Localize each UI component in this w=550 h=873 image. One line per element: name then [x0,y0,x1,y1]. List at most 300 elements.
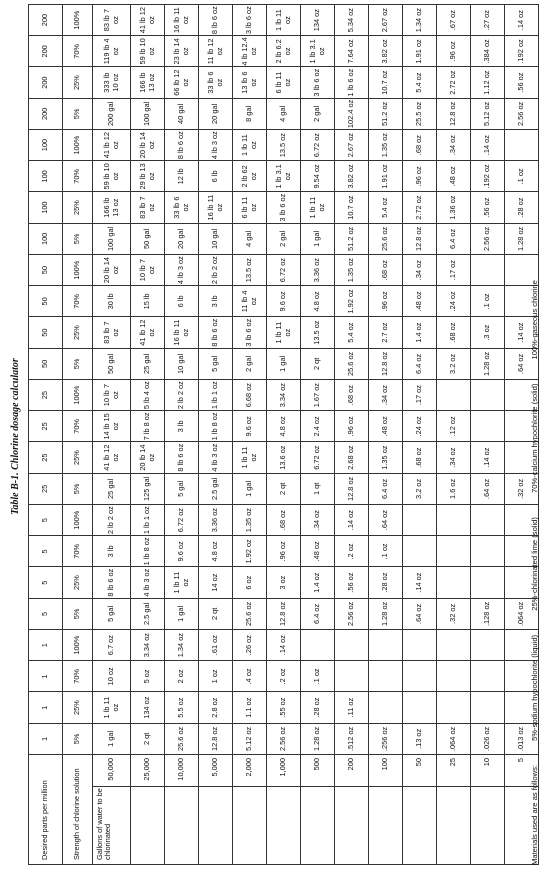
dosage-cell: .64 oz [505,348,539,379]
dosage-cell: 25.6 oz [165,723,199,754]
dosage-cell: 6.72 oz [165,505,199,536]
dosage-cell: .67 oz [437,5,471,36]
dosage-cell: 13 lb 6 oz [233,67,267,98]
dosage-cell: 1 lb 8 oz [199,411,233,442]
dosage-cell: .55 oz [267,692,301,723]
dosage-cell: 2.72 oz [403,192,437,223]
dosage-cell: 1.34 oz [165,630,199,661]
dosage-cell: 6 lb [165,286,199,317]
dosage-cell: 1.91 oz [369,161,403,192]
dosage-cell: 3 lb [93,536,131,567]
dosage-cell: 2 gal [233,348,267,379]
dosage-cell: 50 gal [131,223,165,254]
dosage-cell: 20 lb 14 oz [93,255,131,286]
dosage-cell: 125 gal [131,473,165,504]
dosage-cell: 5 gal [93,598,131,629]
dosage-cell: 83 lb 7 oz [93,317,131,348]
dosage-cell: .2 oz [267,661,301,692]
dosage-cell: 5 lb 4 oz [131,380,165,411]
gallons-value: 5,000 [199,755,233,787]
dosage-cell: 2.5 gal [131,598,165,629]
dosage-cell: 1 lb 3.1 oz [301,36,335,67]
dosage-cell: 1.28 oz [369,598,403,629]
dosage-cell: 1 gal [301,223,335,254]
dosage-cell: 1 lb 11 oz [301,192,335,223]
dosage-cell: .34 oz [301,505,335,536]
dosage-cell: 29 lb 13 oz [131,161,165,192]
dosage-cell: .26 oz [233,630,267,661]
dosage-cell: .96 oz [369,286,403,317]
dosage-cell: .14 oz [505,5,539,36]
dosage-cell: 1 lb 11 oz [233,130,267,161]
ppm-cell: 100 [29,130,63,161]
strength-cell: 5% [63,723,93,754]
dosage-cell [403,505,437,536]
strength-cell: 70% [63,661,93,692]
gallons-label-spacer [437,787,471,865]
dosage-cell: 1.4 oz [301,567,335,598]
dosage-cell: .12 oz [437,411,471,442]
dosage-cell: 5.5 oz [165,692,199,723]
dosage-cell: 1 qt [301,473,335,504]
dosage-cell: 1 lb 8 oz [131,536,165,567]
dosage-cell: 1.92 oz [335,286,369,317]
dosage-cell: 2 qt [301,348,335,379]
dosage-cell: .064 oz [437,723,471,754]
dosage-cell: 6.4 oz [301,598,335,629]
dosage-cell: .34 oz [437,130,471,161]
dosage-cell: .27 oz [471,5,505,36]
dosage-cell: 1 gal [233,473,267,504]
strength-cell: 5% [63,98,93,129]
dosage-cell [437,692,471,723]
dosage-cell: .14 oz [335,505,369,536]
dosage-cell: 5.12 oz [471,98,505,129]
dosage-cell: 1 lb 11 oz [93,692,131,723]
dosage-cell: 1 lb 3.1 oz [267,161,301,192]
dosage-cell: 100 gal [131,98,165,129]
gallons-value: 5 [505,755,539,787]
dosage-cell: .2 oz [335,536,369,567]
dosage-cell: .512 oz [335,723,369,754]
dosage-cell: .064 oz [505,598,539,629]
ppm-cell: 50 [29,348,63,379]
strength-cell: 25% [63,567,93,598]
dosage-cell: .96 oz [437,36,471,67]
ppm-cell: 100 [29,192,63,223]
dosage-cell: 2.68 oz [335,442,369,473]
dosage-cell [437,380,471,411]
dosage-cell: .68 oz [437,317,471,348]
dosage-cell: 14 lb 15 oz [93,411,131,442]
dosage-cell: 2.7 oz [369,317,403,348]
dosage-cell: .17 oz [437,255,471,286]
dosage-cell: 13.6 oz [267,442,301,473]
dosage-cell: 25.5 oz [403,98,437,129]
dosage-cell: 4.8 oz [199,536,233,567]
ppm-cell: 50 [29,255,63,286]
dosage-cell: 8 lb 6 oz [93,567,131,598]
dosage-cell: 6.68 oz [233,380,267,411]
ppm-cell: 1 [29,630,63,661]
gallons-value: 50,000 [93,755,131,787]
gallons-label-text: Gallons of water to be chlorinated [95,788,113,860]
ppm-cell: 100 [29,161,63,192]
dosage-cell: 11 lb 4 oz [233,286,267,317]
gallons-label-spacer [199,787,233,865]
dosage-cell: 3.2 oz [437,348,471,379]
dosage-cell: 15 lb [131,286,165,317]
dosage-cell: .4 oz [233,661,267,692]
gallons-value: 1,000 [267,755,301,787]
dosage-cell: 1 gal [165,598,199,629]
gallons-value: 2,000 [233,755,267,787]
dosage-cell: 3.82 oz [369,36,403,67]
dosage-cell: 51.2 oz [369,98,403,129]
dosage-cell [403,692,437,723]
dosage-cell [437,630,471,661]
ppm-cell: 200 [29,5,63,36]
dosage-cell: .68 oz [403,442,437,473]
table-row [199,5,233,865]
ppm-cell: 25 [29,411,63,442]
dosage-cell: 4 gal [233,223,267,254]
dosage-cell [369,630,403,661]
dosage-cell: .1 oz [369,536,403,567]
dosage-cell: .14 oz [267,630,301,661]
strength-cell: 100% [63,255,93,286]
dosage-cell: .64 oz [471,473,505,504]
dosage-cell [437,536,471,567]
strength-cell: 100% [63,380,93,411]
dosage-cell: 3.2 oz [403,473,437,504]
gallons-label-spacer [301,787,335,865]
ppm-cell: 5 [29,505,63,536]
dosage-cell [471,661,505,692]
dosage-cell: 2 lb 2 oz [165,380,199,411]
dosage-cell: 166 lb 13 oz [93,192,131,223]
strength-cell: 25% [63,442,93,473]
dosage-cell: 1.91 oz [403,36,437,67]
dosage-cell: .32 oz [505,473,539,504]
dosage-cell: .34 oz [369,380,403,411]
dosage-cell: .68 oz [369,255,403,286]
dosage-cell: .14 oz [505,317,539,348]
strength-cell: 100% [63,5,93,36]
dosage-cell: .32 oz [437,598,471,629]
ppm-cell: 5 [29,598,63,629]
gallons-value: 200 [335,755,369,787]
dosage-cell [403,536,437,567]
dosage-cell: 3 oz [267,567,301,598]
gallons-value: 10 [471,755,505,787]
dosage-cell [471,505,505,536]
dosage-cell: 5 gal [165,473,199,504]
strength-row [63,5,93,865]
dosage-cell: 8 gal [233,98,267,129]
dosage-cell: .3 oz [471,317,505,348]
dosage-cell: 1 lb 11 oz [267,5,301,36]
strength-cell: 25% [63,67,93,98]
dosage-cell: 2.5 gal [199,473,233,504]
dosage-cell: 6 lb 11 oz [233,192,267,223]
dosage-cell: 2 gal [301,98,335,129]
dosage-cell: 41 lb 12 oz [93,130,131,161]
dosage-cell: 10 gal [199,223,233,254]
dosage-cell: 1.28 oz [505,223,539,254]
dosage-cell: 83 lb 7 oz [93,5,131,36]
dosage-cell: 16 lb 11 oz [165,5,199,36]
material-item: 5%-sodium hypochlorite (liquid) [530,634,539,741]
dosage-cell: 5 oz [131,661,165,692]
dosage-cell [437,567,471,598]
strength-cell: 70% [63,36,93,67]
table-row [233,5,267,865]
dosage-cell: 8 lb 6 oz [165,442,199,473]
dosage-cell: 2.56 oz [505,98,539,129]
dosage-cell: 13.5 oz [267,130,301,161]
dosage-cell: 13.5 oz [301,317,335,348]
dosage-cell [403,630,437,661]
dosage-cell: .24 oz [437,286,471,317]
table-row [301,5,335,865]
dosage-cell: 3.82 oz [335,161,369,192]
table-row [437,5,471,865]
dosage-cell: .34 oz [437,442,471,473]
ppm-cell: 5 [29,567,63,598]
dosage-cell: .28 oz [505,192,539,223]
dosage-cell [471,380,505,411]
gallons-label-spacer [131,787,165,865]
dosage-cell: 333 lb 10 oz [93,67,131,98]
dosage-cell: 8 lb 6 oz [199,5,233,36]
dosage-cell: 2.4 oz [301,411,335,442]
dosage-cell: .48 oz [301,536,335,567]
dosage-cell: 1 oz [199,661,233,692]
gallons-label-spacer [267,787,301,865]
strength-cell: 5% [63,348,93,379]
dosage-cell: 1.28 oz [471,348,505,379]
dosage-cell: 2.56 oz [471,223,505,254]
dosage-cell: 25 gal [93,473,131,504]
ppm-cell: 25 [29,380,63,411]
dosage-cell: 10 gal [165,348,199,379]
dosage-cell: 4.8 oz [267,411,301,442]
dosage-cell [335,630,369,661]
dosage-cell: 119 lb 4 oz [93,36,131,67]
dosage-cell: 51.2 oz [335,223,369,254]
ppm-cell: 200 [29,98,63,129]
dosage-cell: 59 lb 10 oz [93,161,131,192]
dosage-cell: 9.54 oz [301,161,335,192]
dosage-cell: 9.6 oz [267,286,301,317]
dosage-cell: 1.12 oz [471,67,505,98]
table-row [93,5,131,865]
ppm-cell: 100 [29,223,63,254]
dosage-cell: 3 lb 6 oz [267,192,301,223]
dosage-cell: 1.35 oz [369,130,403,161]
dosage-cell [437,505,471,536]
dosage-cell: .14 oz [471,442,505,473]
dosage-cell: 1.67 oz [301,380,335,411]
dosage-cell: 1 gal [93,723,131,754]
dosage-cell: 1 gal [267,348,301,379]
table-caption: Table B-1. Chlorine dosage calculator [10,358,21,515]
table-row [165,5,199,865]
ppm-row-label: Desired parts per million [29,755,63,865]
dosage-cell: .24 oz [403,411,437,442]
dosage-cell: 25.6 oz [369,223,403,254]
strength-cell: 25% [63,317,93,348]
gallons-label-spacer [165,787,199,865]
dosage-cell [471,411,505,442]
dosage-cell: .17 oz [403,380,437,411]
dosage-cell: 1.35 oz [335,255,369,286]
dosage-cell: 5.4 oz [369,192,403,223]
dosage-cell: 10.7 oz [335,192,369,223]
dosage-cell: 9.6 oz [165,536,199,567]
dosage-cell: 7.64 oz [335,36,369,67]
dosage-cell: 16 lb 11 oz [165,317,199,348]
dosage-cell: .56 oz [335,567,369,598]
table-row [471,5,505,865]
material-item: 100%-gaseous chlorine [530,280,539,360]
dosage-cell: 59 lb 10 oz [131,36,165,67]
strength-cell: 5% [63,223,93,254]
dosage-cell: 20 lb 14 oz [131,130,165,161]
dosage-cell: .14 oz [471,130,505,161]
dosage-cell: 41 lb 12 oz [93,442,131,473]
ppm-row [29,5,63,865]
ppm-cell: 25 [29,442,63,473]
dosage-cell: 1.35 oz [233,505,267,536]
gallons-label-spacer [403,787,437,865]
materials-label: Materials used are as follows: [530,764,539,865]
table-row [403,5,437,865]
dosage-cell: .013 oz [505,723,539,754]
dosage-cell: 12.8 oz [199,723,233,754]
dosage-cell: 2 oz [165,661,199,692]
dosage-cell: 6.7 oz [93,630,131,661]
dosage-cell: .56 oz [505,67,539,98]
strength-row-label: Strength of chlorine solution [63,755,93,865]
dosage-cell: .13 oz [403,723,437,754]
dosage-cell: .48 oz [369,411,403,442]
dosage-cell: 1.35 oz [369,442,403,473]
dosage-cell: 30 lb [93,286,131,317]
dosage-cell: 12.8 oz [267,598,301,629]
dosage-cell: 1.92 oz [233,536,267,567]
gallons-value: 25 [437,755,471,787]
dosage-cell: 10 oz [93,661,131,692]
ppm-cell: 5 [29,536,63,567]
dosage-cell: 3 lb 6 oz [233,317,267,348]
dosage-cell [471,692,505,723]
materials-footnote [530,5,539,865]
dosage-cell: .192 oz [505,36,539,67]
dosage-cell [471,567,505,598]
gallons-label-spacer [471,787,505,865]
dosage-cell: .96 oz [267,536,301,567]
dosage-cell [471,630,505,661]
dosage-cell: 14 oz [199,567,233,598]
dosage-cell: 20 lb 14 oz [131,442,165,473]
gallons-label-spacer [369,787,403,865]
ppm-cell: 200 [29,67,63,98]
ppm-cell: 1 [29,723,63,754]
dosage-cell: 2.8 oz [199,692,233,723]
ppm-cell: 25 [29,473,63,504]
material-item: 25%-chlorinated lime (solid) [530,517,539,611]
dosage-cell: 12.8 oz [369,348,403,379]
dosage-cell: 12.8 oz [437,98,471,129]
dosage-cell [301,630,335,661]
dosage-cell: 3 lb 6 oz [301,67,335,98]
dosage-cell: 6.72 oz [301,442,335,473]
material-item: 70%-calcium hypochlorite (solid) [530,383,539,493]
dosage-cell [369,661,403,692]
gallons-label [93,787,131,865]
dosage-cell: 41 lb 12 oz [131,317,165,348]
dosage-cell: 6.4 oz [403,348,437,379]
strength-cell: 70% [63,286,93,317]
dosage-cell: 1 lb 11 oz [165,567,199,598]
dosage-cell: 4 lb 3 oz [199,442,233,473]
strength-cell: 100% [63,630,93,661]
ppm-cell: 50 [29,317,63,348]
dosage-cell: 3.34 oz [131,630,165,661]
dosage-cell: 1 lb 1 oz [199,380,233,411]
dosage-cell: 3.34 oz [267,380,301,411]
dosage-cell: .56 oz [471,192,505,223]
dosage-cell: 9.6 oz [233,411,267,442]
dosage-cell: 4 lb 3 oz [199,130,233,161]
dosage-cell [471,255,505,286]
dosage-cell: 2.67 oz [335,130,369,161]
dosage-cell: 3 lb [199,286,233,317]
dosage-cell: 6.72 oz [301,130,335,161]
dosage-cell: 2.56 oz [267,723,301,754]
dosage-cell [335,661,369,692]
dosage-cell: 6 oz [233,567,267,598]
dosage-cell: .192 oz [471,161,505,192]
dosage-cell: 5.4 oz [335,317,369,348]
dosage-cell: 5.12 oz [233,723,267,754]
dosage-cell: 166 lb 13 oz [131,67,165,98]
dosage-cell: 3 lb [165,411,199,442]
dosage-cell: 7 lb 8 oz [131,411,165,442]
dosage-cell: .96 oz [403,161,437,192]
strength-cell: 25% [63,192,93,223]
chlorine-dosage-table [28,4,539,865]
ppm-cell: 1 [29,661,63,692]
dosage-cell: .96 oz [335,411,369,442]
dosage-cell: 33 lb 6 oz [165,192,199,223]
dosage-cell: 20 gal [199,98,233,129]
gallons-value: 10,000 [165,755,199,787]
dosage-cell: 102.4 oz [335,98,369,129]
gallons-value: 500 [301,755,335,787]
ppm-cell: 200 [29,36,63,67]
strength-cell: 70% [63,411,93,442]
table-row [131,5,165,865]
dosage-cell [471,536,505,567]
dosage-cell: 83 lb 7 oz [131,192,165,223]
dosage-cell: 2 gal [267,223,301,254]
table-row [369,5,403,865]
gallons-label-spacer [233,787,267,865]
dosage-cell: .61 oz [199,630,233,661]
